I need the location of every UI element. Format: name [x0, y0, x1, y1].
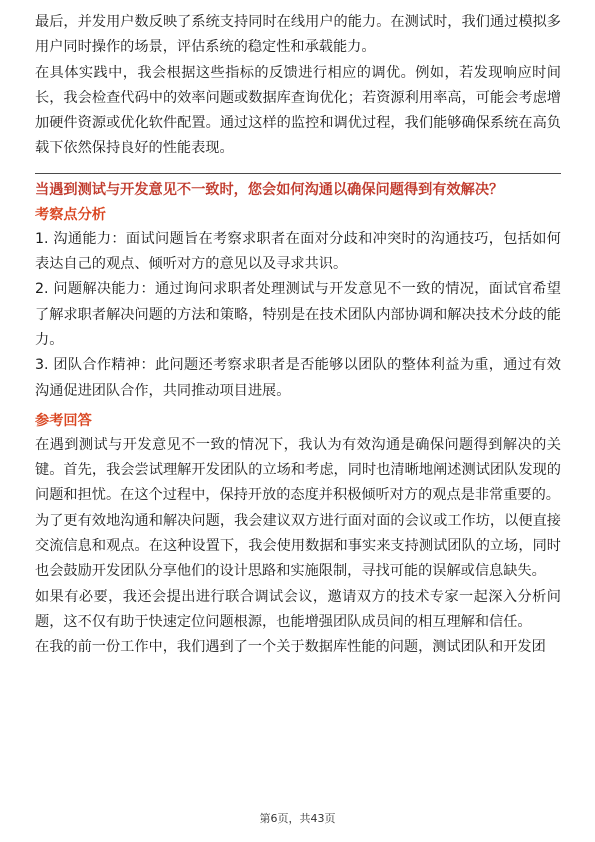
- answer-heading: 参考回答: [35, 412, 92, 429]
- body-paragraph: 在具体实践中，我会根据这些指标的反馈进行相应的调优。例如，若发现响应时间长，我会检查代码中的效率问题或数据库查询优化；若资源利用率高，可能会考虑增加硬件资源或优化软件配置。通过这样的监控和调优过程，我们能够确保系统在高负载下依然保持良好的性能表现。: [35, 64, 561, 157]
- answer-paragraph: 如果有必要，我还会提出进行联合调试会议，邀请双方的技术专家一起深入分析问题，这不仅有助于快速定位问题根源，也能增强团队成员间的相互理解和信任。: [35, 588, 561, 630]
- analysis-heading: 考察点分析: [35, 206, 106, 223]
- interview-question: 当遇到测试与开发意见不一致时，您会如何沟通以确保问题得到有效解决？: [35, 181, 504, 198]
- answer-paragraph: 为了更有效地沟通和解决问题，我会建议双方进行面对面的会议或工作坊，以便直接交流信息和观点。在这种设置下，我会使用数据和事实来支持测试团队的立场，同时也会鼓励开发团队分享他们的设计思路和实施限制，寻找可能的误解或信息缺失。: [35, 512, 561, 580]
- answer-paragraph: 在我的前一份工作中，我们遇到了一个关于数据库性能的问题，测试团队和开发团: [35, 639, 546, 656]
- answer-paragraph: 在遇到测试与开发意见不一致的情况下，我认为有效沟通是确保问题得到解决的关键。首先，我会尝试理解开发团队的立场和考虑，同时也清晰地阐述测试团队发现的问题和担忧。在这个过程中，保持开放的态度并积极倾听对方的观点是非常重要的。: [35, 436, 561, 504]
- section-divider: [35, 173, 561, 174]
- analysis-item: 1. 沟通能力：面试问题旨在考察求职者在面对分歧和冲突时的沟通技巧，包括如何表达自己的观点、倾听对方的意见以及寻求共识。: [35, 230, 561, 273]
- analysis-item: 3. 团队合作精神：此问题还考察求职者是否能够以团队的整体利益为重，通过有效沟通促进团队合作，共同推动项目进展。: [35, 357, 561, 399]
- analysis-item: 2. 问题解决能力：通过询问求职者处理测试与开发意见不一致的情况，面试官希望了解求职者解决问题的方法和策略，特别是在技术团队内部协调和解决技术分歧的能力。: [35, 281, 561, 348]
- document-page: [35, 10, 561, 661]
- body-paragraph: 最后，并发用户数反映了系统支持同时在线用户的能力。在测试时，我们通过模拟多用户同时操作的场景，评估系统的稳定性和承载能力。: [35, 14, 561, 56]
- page-number-footer: 第6页，共43页: [259, 812, 336, 825]
